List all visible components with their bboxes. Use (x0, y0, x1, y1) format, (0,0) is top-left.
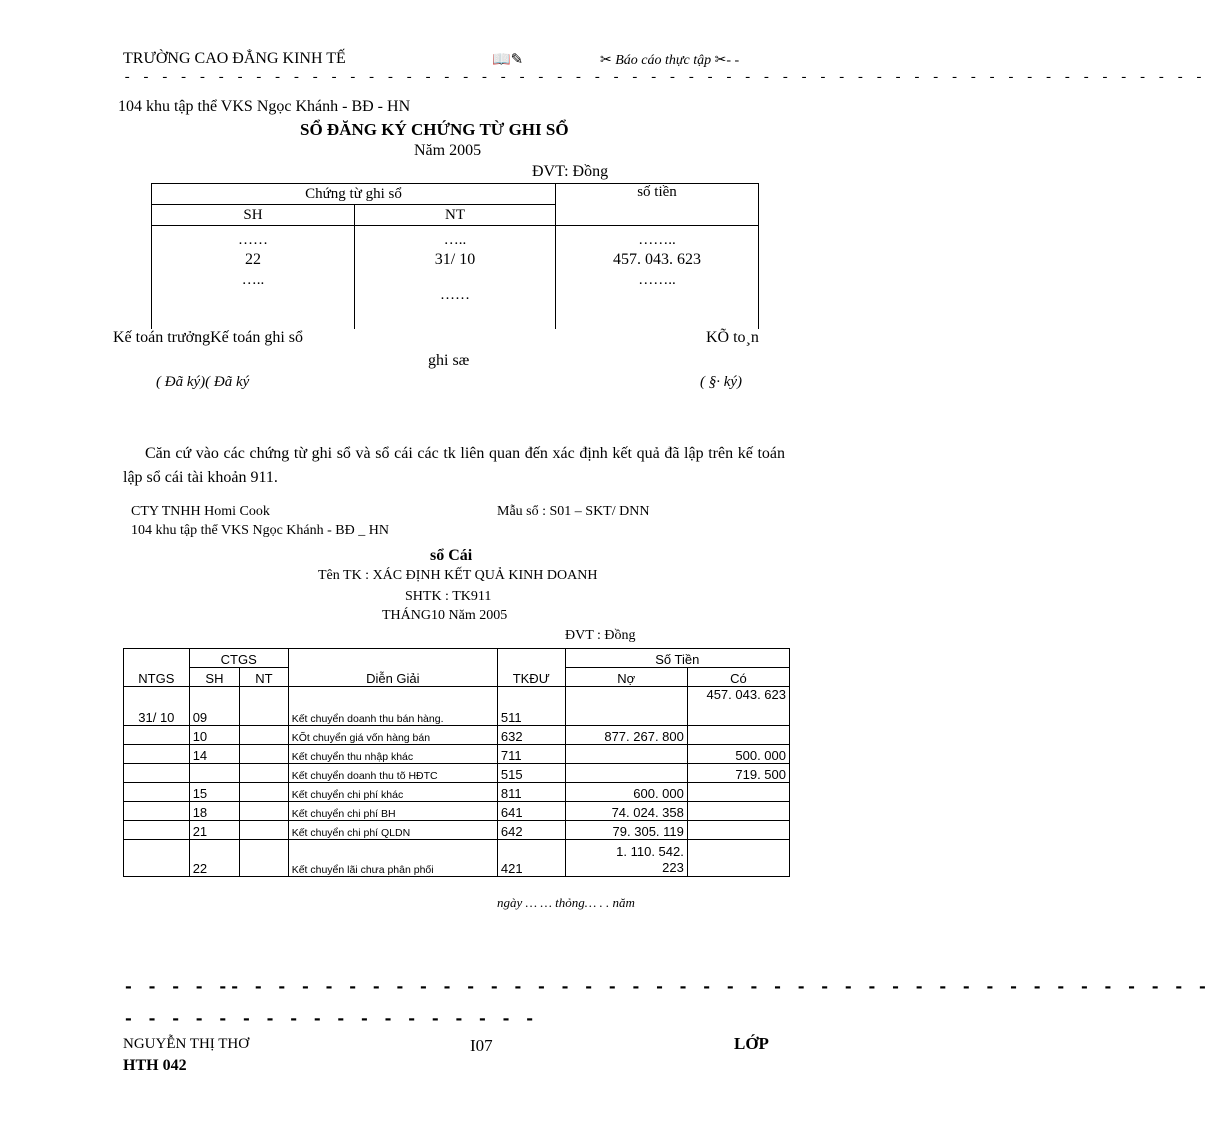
cell-ntgs (124, 726, 190, 745)
cell-nt (240, 726, 289, 745)
scissors-icon-right: ✂ (711, 53, 727, 68)
register-sh-value: 22 (245, 251, 261, 268)
register-year: Năm 2005 (414, 142, 482, 159)
ledger-head-nt: NT (240, 668, 289, 687)
report-label-group (600, 52, 739, 69)
cell-desc: KÕt chuyển giá vốn hàng bán (288, 726, 497, 745)
cell-desc: Kết chuyển chi phí QLDN (288, 821, 497, 840)
cell-ntgs (124, 764, 190, 783)
cell-no: 79. 305. 119 (565, 821, 687, 840)
cell-desc: Kết chuyển doanh thu tõ HĐTC (288, 764, 497, 783)
register-header-sh: SH (152, 205, 355, 226)
page-number: I07 (470, 1036, 493, 1055)
ledger-title: sổ Cái (430, 547, 473, 564)
cell-tk: 811 (497, 783, 565, 802)
cell-nt (240, 821, 289, 840)
dots: …….. (638, 272, 676, 288)
report-tail: - - (726, 53, 740, 68)
cell-tk: 641 (497, 802, 565, 821)
cell-ntgs (124, 745, 190, 764)
cell-tk: 711 (497, 745, 565, 764)
ledger-address: 104 khu tập thể VKS Ngọc Khánh - BĐ _ HN (131, 523, 389, 538)
table-row (124, 802, 790, 821)
ledger-head-desc: Diễn Giải (288, 649, 497, 687)
ledger-head-co: Có (687, 668, 789, 687)
cell-ntgs (124, 840, 190, 877)
register-nt-value: 31/ 10 (434, 251, 476, 268)
footer-divider-2: - - - - - - - - - - - - - - - - - - (123, 1010, 537, 1030)
cell-co: 719. 500 (687, 764, 789, 783)
register-unit: ĐVT: Đồng (532, 163, 609, 180)
book-icon: 📖✎ (492, 52, 524, 68)
cell-no: 74. 024. 358 (565, 802, 687, 821)
cell-nt (240, 745, 289, 764)
ledger-account-no: SHTK : TK911 (405, 589, 492, 604)
cell-ntgs (124, 821, 190, 840)
cell-no: 600. 000 (565, 783, 687, 802)
dots: ….. (443, 232, 467, 248)
register-cell-sh (152, 226, 355, 329)
cell-tk: 642 (497, 821, 565, 840)
cell-ntgs (124, 783, 190, 802)
signature-left: Kế toán trưởngKế toán ghi sổ (113, 329, 303, 346)
cell-nt (240, 802, 289, 821)
register-amount-value: 457. 043. 623 (613, 251, 701, 268)
ledger-head-ntgs: NTGS (124, 649, 190, 687)
cell-tk: 515 (497, 764, 565, 783)
class-code: HTH 042 (123, 1057, 187, 1074)
cell-co (687, 726, 789, 745)
register-header-group: Chứng từ ghi sổ (152, 184, 556, 205)
signed-left: ( Đã ký)( Đã ký (156, 374, 250, 390)
header-divider: - - - - - - - - - - - - - - - - - - - - - - - - - - - - - - - - - - - - - - - - - - - - - - - - - - - - - - - - - - (123, 70, 1205, 86)
register-header-amount: số tiền (556, 184, 759, 226)
table-row (124, 687, 790, 726)
table-row (124, 764, 790, 783)
body-paragraph: Căn cứ vào các chứng từ ghi sổ và sổ cái các tk liên quan đến xác định kết quả đã lập trên kế toán lập sổ cái tài khoản 911. (123, 445, 785, 486)
cell-sh: 09 (189, 687, 240, 726)
register-cell-amount (556, 226, 759, 329)
cell-sh: 14 (189, 745, 240, 764)
table-row (124, 745, 790, 764)
cell-nt (240, 764, 289, 783)
ledger-account-name: Tên TK : XÁC ĐỊNH KẾT QUẢ KINH DOANH (318, 568, 598, 583)
register-table (151, 183, 759, 329)
school-name: TRƯỜNG CAO ĐẲNG KINH TẾ (123, 50, 346, 67)
cell-sh: 21 (189, 821, 240, 840)
cell-no (565, 687, 687, 726)
cell-no (565, 745, 687, 764)
cell-co (687, 802, 789, 821)
scissors-icon: ✂ (600, 53, 616, 68)
ledger-head-no: Nợ (565, 668, 687, 687)
register-header-nt: NT (355, 205, 556, 226)
table-row (124, 726, 790, 745)
ledger-head-sh: SH (189, 668, 240, 687)
ledger-head-ctgs: CTGS (189, 649, 288, 668)
cell-no-line2: 223 (662, 860, 684, 875)
ledger-head-tkdu: TKĐƯ (497, 649, 565, 687)
table-row (124, 840, 790, 877)
cell-nt (240, 840, 289, 877)
cell-no (565, 764, 687, 783)
cell-desc: Kết chuyển chi phí BH (288, 802, 497, 821)
cell-co (687, 840, 789, 877)
ledger-company: CTY TNHH Homi Cook (131, 504, 270, 519)
class-label: LỚP (734, 1034, 769, 1053)
register-cell-nt (355, 226, 556, 329)
cell-co (687, 783, 789, 802)
cell-co: 500. 000 (687, 745, 789, 764)
cell-nt (240, 687, 289, 726)
cell-nt (240, 783, 289, 802)
cell-sh: 15 (189, 783, 240, 802)
footer-divider-1: - - - - -- - - - - - - - - - - - - - - - - - - - - - - - - - - - - - - - - - - - - - - - - - (123, 978, 1209, 998)
cell-sh: 10 (189, 726, 240, 745)
register-title: SỔ ĐĂNG KÝ CHỨNG TỪ GHI SỔ (300, 120, 569, 139)
dots: …… (238, 232, 268, 248)
dots: …… (440, 287, 470, 303)
cell-co-opening: 457. 043. 623 (687, 687, 789, 726)
cell-no: 877. 267. 800 (565, 726, 687, 745)
dots: …….. (638, 232, 676, 248)
cell-co (687, 821, 789, 840)
cell-tk: 632 (497, 726, 565, 745)
signature-mid: ghi sæ (428, 352, 470, 369)
cell-sh: 22 (189, 840, 240, 877)
cell-sh: 18 (189, 802, 240, 821)
report-label: Báo cáo thực tập (615, 53, 712, 68)
address-top: 104 khu tập thể VKS Ngọc Khánh - BĐ - HN (118, 98, 411, 115)
dots: ….. (241, 272, 265, 288)
ledger-table (123, 648, 790, 877)
table-row (124, 821, 790, 840)
table-row (124, 783, 790, 802)
ledger-date-line: ngày … … thỏng… . . năm (497, 895, 635, 910)
cell-desc: Kết chuyển lãi chưa phân phối (288, 840, 497, 877)
cell-ntgs: 31/ 10 (124, 687, 190, 726)
cell-ntgs (124, 802, 190, 821)
cell-no-line1: 1. 110. 542. (616, 844, 684, 859)
ledger-head-amount: Số Tiền (565, 649, 789, 668)
cell-tk: 511 (497, 687, 565, 726)
cell-sh (189, 764, 240, 783)
cell-no (565, 840, 687, 877)
cell-tk: 421 (497, 840, 565, 877)
cell-desc: Kết chuyển thu nhập khác (288, 745, 497, 764)
ledger-form: Mẫu sổ : S01 – SKT/ DNN (497, 504, 650, 519)
ledger-period: THÁNG10 Năm 2005 (382, 608, 508, 623)
signed-right: ( §· ký) (700, 374, 743, 390)
cell-desc: Kết chuyển doanh thu bán hàng. (288, 687, 497, 726)
author-name: NGUYỄN THỊ THƠ (123, 1036, 250, 1052)
ledger-unit: ĐVT : Đồng (565, 628, 636, 643)
cell-desc: Kết chuyển chi phí khác (288, 783, 497, 802)
signature-right: KÕ to¸n (706, 329, 759, 346)
